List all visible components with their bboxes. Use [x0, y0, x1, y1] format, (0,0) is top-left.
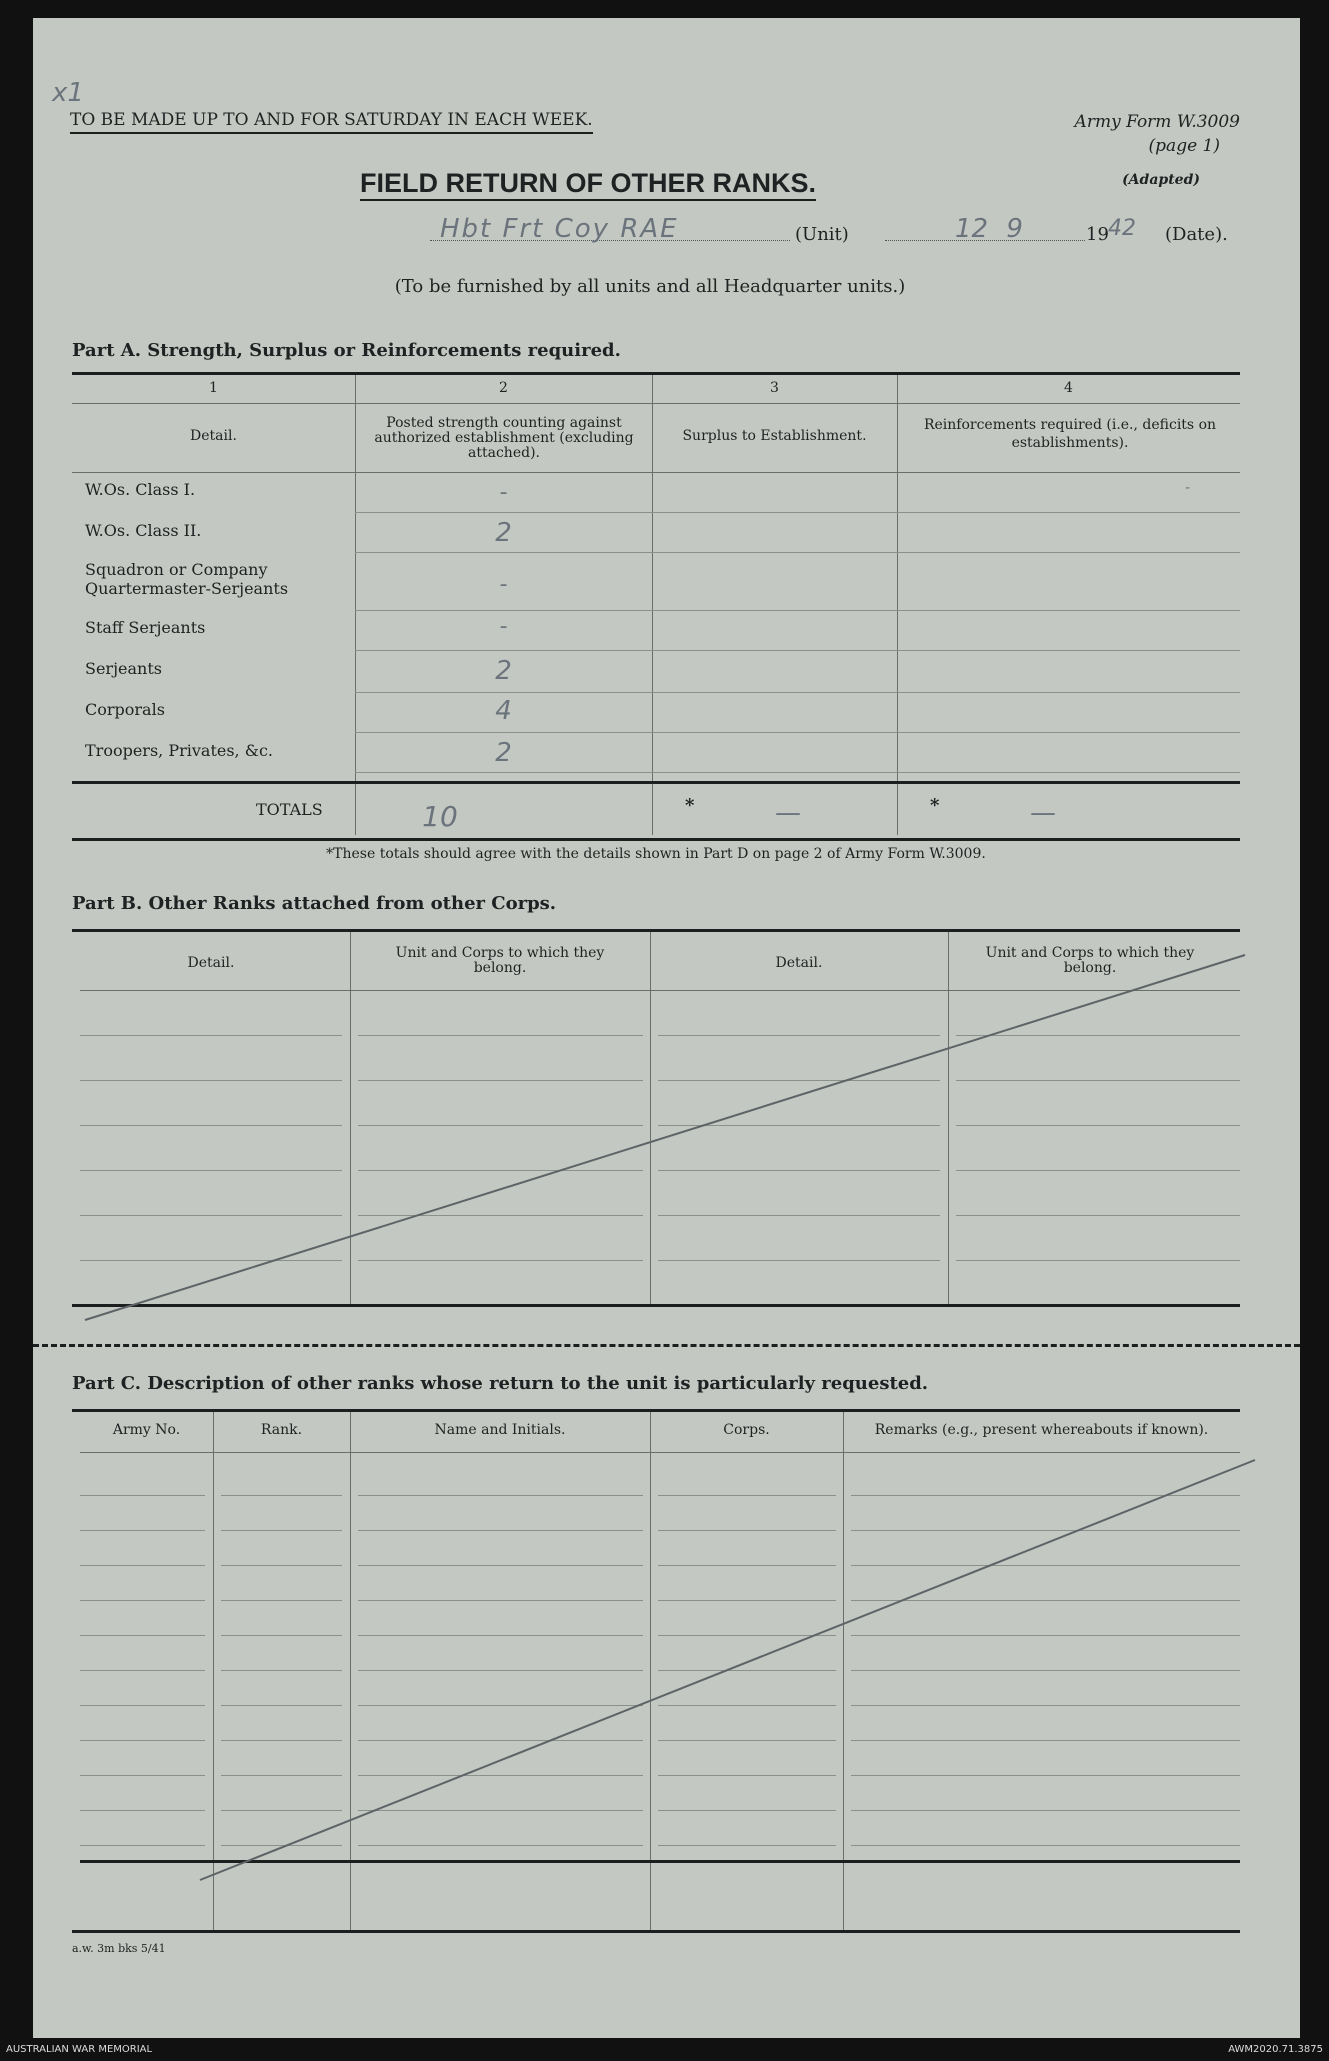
part-c-col-rank: Rank.	[260, 1422, 303, 1438]
totals-star-surplus: *	[685, 795, 695, 816]
print-code: a.w. 3m bks 5/41	[72, 1942, 166, 1955]
row-detail-cqms: Squadron or Company Quartermaster-Serjeants	[85, 560, 289, 598]
row-detail-troopers: Troopers, Privates, &c.	[85, 741, 274, 760]
col-number-3: 3	[770, 380, 779, 396]
row-posted-corporals: 4	[495, 696, 512, 726]
row-posted-troopers: 2	[495, 738, 512, 768]
part-b-heading: Part B. Other Ranks attached from other Corps.	[72, 893, 557, 914]
part-c-col-remarks: Remarks (e.g., present whereabouts if known).	[874, 1422, 1209, 1438]
col-header-detail: Detail.	[190, 428, 237, 444]
col-header-posted: Posted strength counting against authorized establishment (excluding attached).	[374, 415, 634, 461]
totals-surplus: —	[775, 798, 801, 828]
part-b-col-unit-2: Unit and Corps to which they belong.	[985, 945, 1195, 976]
col-number-1: 1	[209, 380, 218, 396]
part-c-col-name: Name and Initials.	[434, 1422, 566, 1438]
footer-accession: AWM2020.71.3875	[1228, 2044, 1323, 2055]
row-posted-wo1: -	[499, 480, 508, 505]
year-suffix: 42	[1108, 216, 1136, 241]
form-name: Army Form W.3009	[1074, 112, 1240, 132]
part-c-col-corps: Corps.	[723, 1422, 770, 1438]
part-b-col-unit-1: Unit and Corps to which they belong.	[395, 945, 605, 976]
totals-posted: 10	[422, 800, 458, 833]
row-posted-staff-serjeants: -	[499, 614, 508, 639]
row-detail-wo1: W.Os. Class I.	[85, 480, 196, 499]
footer-institution: AUSTRALIAN WAR MEMORIAL	[6, 2044, 153, 2055]
part-b-strike-line	[85, 955, 1245, 1320]
col-header-reinforcements: Reinforcements required (i.e., deficits on establishments).	[923, 417, 1217, 451]
col-number-2: 2	[499, 380, 508, 396]
row-posted-cqms: -	[499, 572, 508, 597]
date-value: 12 9	[955, 214, 1023, 244]
form-adapted: (Adapted)	[1122, 172, 1200, 188]
row-posted-wo2: 2	[495, 518, 512, 548]
unit-value: Hbt Frt Coy RAE	[440, 214, 679, 244]
row-detail-wo2: W.Os. Class II.	[85, 521, 202, 540]
part-c-strike-line	[200, 1460, 1255, 1880]
archive-footer	[0, 2039, 1329, 2061]
totals-reinf: —	[1030, 798, 1056, 828]
part-c-heading: Part C. Description of other ranks whose return to the unit is particularly requested.	[72, 1373, 929, 1394]
totals-star-reinf: *	[930, 795, 940, 816]
row-posted-serjeants: 2	[495, 656, 512, 686]
part-b-col-detail-2: Detail.	[775, 955, 823, 971]
row-detail-corporals: Corporals	[85, 700, 165, 719]
subtitle: (To be furnished by all units and all Headquarter units.)	[394, 276, 906, 297]
totals-label: TOTALS	[256, 800, 323, 819]
row-detail-staff-serjeants: Staff Serjeants	[85, 618, 206, 637]
part-b-col-detail-1: Detail.	[187, 955, 235, 971]
col-header-surplus: Surplus to Establishment.	[682, 428, 867, 444]
col-number-4: 4	[1064, 380, 1073, 396]
form-title: FIELD RETURN OF OTHER RANKS.	[360, 168, 816, 201]
row-reinf-wo1: -	[1185, 480, 1191, 496]
corner-mark: x1	[52, 78, 84, 108]
part-a-footnote: *These totals should agree with the details shown in Part D on page 2 of Army Form W.3009.	[326, 846, 986, 862]
part-c-col-army-no: Army No.	[112, 1422, 181, 1438]
instruction-text: TO BE MADE UP TO AND FOR SATURDAY IN EACH WEEK.	[70, 110, 593, 134]
year-prefix: 19	[1086, 224, 1109, 245]
form-page: (page 1)	[1148, 136, 1220, 156]
part-a-heading: Part A. Strength, Surplus or Reinforcements required.	[72, 340, 621, 361]
unit-label: (Unit)	[795, 224, 849, 245]
date-label: (Date).	[1165, 224, 1228, 245]
row-detail-serjeants: Serjeants	[85, 659, 162, 678]
